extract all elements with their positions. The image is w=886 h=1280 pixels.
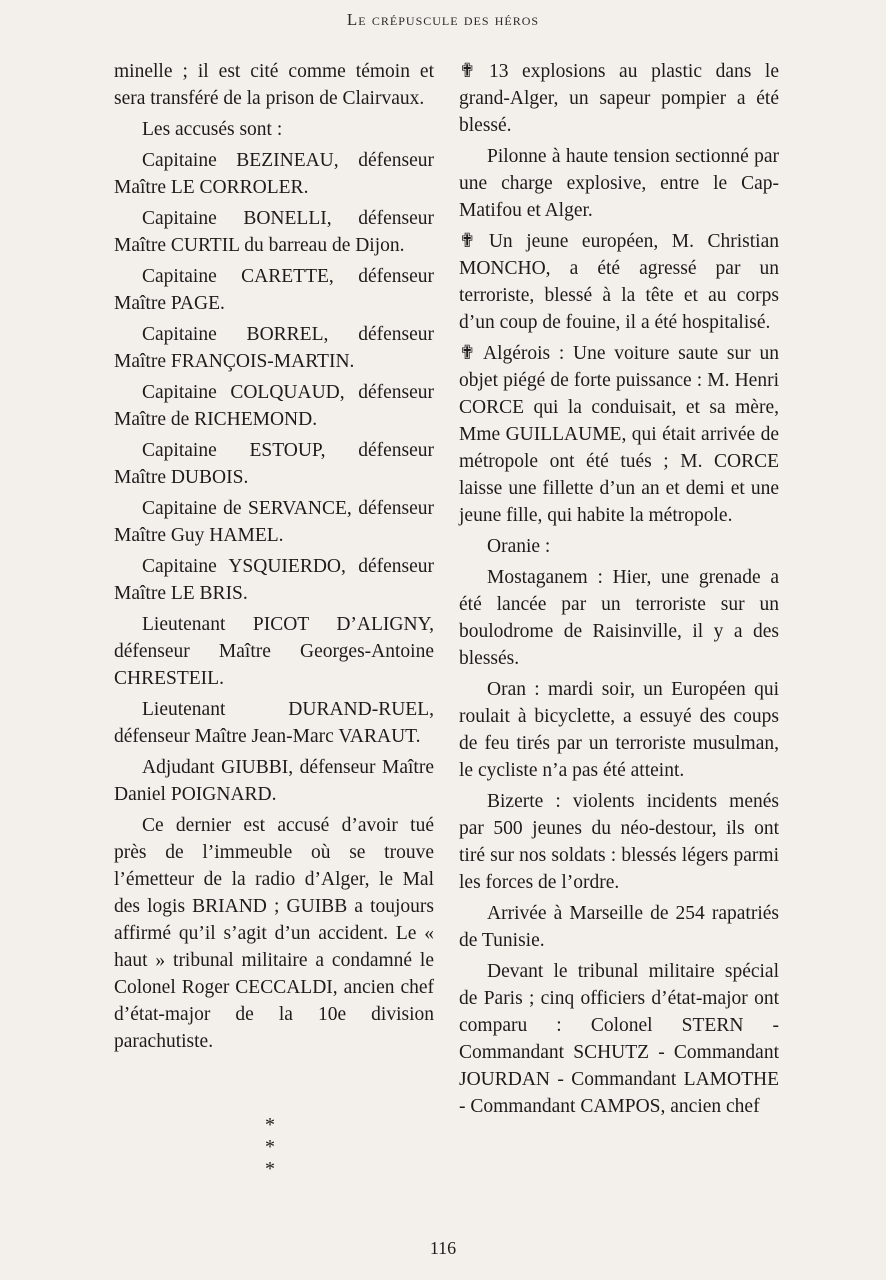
paragraph: ✟ Algérois : Une voiture saute sur un objet piégé de forte puissance : M. Henri CORCE qui la conduisait, et sa mère, Mme GUILLAUME, qui était arrivée de métropole ont été tués ; M. CORCE laisse une fillette d’un an et demi et une jeune fille, qui habite la métropole. [459, 343, 779, 526]
paragraph: Capitaine ESTOUP, défenseur Maître DUBOIS. [114, 440, 434, 488]
right-column [459, 58, 779, 1124]
paragraph: Oranie : [487, 536, 551, 557]
paragraph: Pilonne à haute tension sectionné par une charge explosive, entre le Cap-Matifou et Alger. [459, 146, 779, 221]
paragraph: Mostaganem : Hier, une grenade a été lancée par un terroriste sur un boulodrome de Raisinville, il y a des blessés. [459, 567, 779, 669]
left-column [114, 58, 434, 1059]
running-header: Le crépuscule des héros [346, 10, 540, 29]
paragraph: Capitaine CARETTE, défenseur Maître PAGE. [114, 266, 434, 314]
paragraph: Lieutenant PICOT D’ALIGNY, défenseur Maître Georges-Antoine CHRESTEIL. [114, 614, 434, 689]
paragraph: Capitaine YSQUIERDO, défenseur Maître LE BRIS. [114, 556, 434, 604]
page-number: 116 [429, 1238, 457, 1258]
paragraph: Oran : mardi soir, un Européen qui roulait à bicyclette, a essuyé des coups de feu tirés par un terroriste musulman, le cycliste n’a pas été atteint. [459, 679, 779, 781]
paragraph: Capitaine BORREL, défenseur Maître FRANÇOIS-MARTIN. [114, 324, 434, 372]
paragraph: Capitaine BONELLI, défenseur Maître CURTIL du barreau de Dijon. [114, 208, 434, 256]
section-separator [240, 1114, 300, 1180]
paragraph: Capitaine COLQUAUD, défenseur Maître de RICHEMOND. [114, 382, 434, 430]
paragraph: ✟ Un jeune européen, M. Christian MONCHO, a été agressé par un terroriste, blessé à la tête et au corps d’un coup de fouine, il a été hospitalisé. [459, 231, 779, 333]
paragraph: Bizerte : violents incidents menés par 500 jeunes du néo-destour, ils ont tiré sur nos soldats : blessés légers parmi les forces de l’ordre. [459, 791, 779, 893]
paragraph: Les accusés sont : [142, 119, 283, 140]
separator-line-1: * * [265, 1114, 289, 1158]
paragraph: Adjudant GIUBBI, défenseur Maître Daniel POIGNARD. [114, 757, 434, 805]
paragraph: ✟ 13 explosions au plastic dans le grand-Alger, un sapeur pompier a été blessé. [459, 61, 779, 136]
separator-line-2: * [265, 1158, 275, 1180]
paragraph: minelle ; il est cité comme témoin et sera transféré de la prison de Clairvaux. [114, 61, 434, 109]
paragraph: Capitaine BEZINEAU, défenseur Maître LE CORROLER. [114, 150, 434, 198]
paragraph: Devant le tribunal militaire spécial de Paris ; cinq officiers d’état-major ont comparu : Colonel STERN - Commandant SCHUTZ - Commandant JOURDAN - Commandant LAMOTHE - Commandant CAMPOS, ancien chef [459, 961, 779, 1117]
paragraph: Capitaine de SERVANCE, défenseur Maître Guy HAMEL. [114, 498, 434, 546]
paragraph: Ce dernier est accusé d’avoir tué près de l’immeuble où se trouve l’émetteur de la radio d’Alger, le Mal des logis BRIAND ; GUIBB a toujours affirmé qu’il s’agit d’un accident. Le « haut » tribunal militaire a condamné le Colonel Roger CECCALDI, ancien chef d’état-major de la 10e division parachutiste. [114, 815, 434, 1052]
paragraph: Arrivée à Marseille de 254 rapatriés de Tunisie. [459, 903, 779, 951]
paragraph: Lieutenant DURAND-RUEL, défenseur Maître Jean-Marc VARAUT. [114, 699, 434, 747]
